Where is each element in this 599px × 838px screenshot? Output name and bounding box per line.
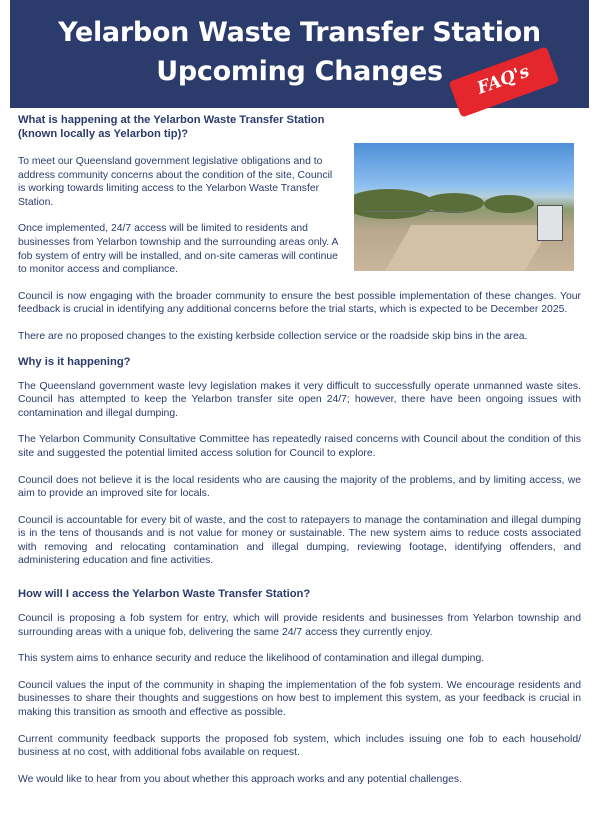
paragraph: We would like to hear from you about whether this approach works and any potential challenges. bbox=[18, 773, 462, 785]
paragraph: The Queensland government waste levy legislation makes it very difficult to successfully operate unmanned waste sites. Council has attempted to keep the Yelarbon transfer site open 24/7; however, there have been ongoing issues with contamination and illegal dumping. bbox=[18, 380, 581, 419]
paragraph: Council is now engaging with the broader community to ensure the best possible implementation of these changes. Your feedback is crucial in identifying any additional concerns before the trial starts, which is expected to be December 2025. bbox=[18, 290, 581, 316]
paragraph: The Yelarbon Community Consultative Committee has repeatedly raised concerns with Council about the condition of this site and suggested the potential limited access solution for Council to explore. bbox=[18, 434, 581, 459]
paragraph: This system aims to enhance security and reduce the likelihood of contamination and illegal dumping. bbox=[18, 653, 485, 665]
paragraph: Council is proposing a fob system for entry, which will provide residents and businesses from Yelarbon township and surrounding areas with a unique fob, delivering the same 24/7 access they currently enjoy. bbox=[18, 613, 581, 638]
page-subtitle: Upcoming Changes bbox=[156, 56, 443, 87]
paragraph: Current community feedback supports the proposed fob system, which includes issuing one fob to each household/ business at no cost, with additional fobs available on request. bbox=[18, 733, 581, 759]
document-body bbox=[18, 113, 581, 786]
roadside-waste-site-photo bbox=[354, 143, 574, 271]
paragraph: There are no proposed changes to the existing kerbside collection service or the roadside skip bins in the area. bbox=[18, 330, 528, 342]
paragraph: Council does not believe it is the local residents who are causing the majority of the problems, and by limiting access, we aim to provide an improved site for locals. bbox=[18, 474, 581, 500]
faq-stamp-label: FAQ's bbox=[474, 61, 533, 99]
paragraph: Council is accountable for every bit of waste, and the cost to ratepayers to manage the contamination and illegal dumping is in the tens of thousands and is not value for money or sustainable. The new system aims to reduce costs associated with removing and relocating contamination and illegal dumping, reviewing footage, identifying offenders, and administering education and fine activities. bbox=[18, 514, 581, 567]
section-heading: What is happening at the Yelarbon Waste Transfer Station (known locally as Yelarbon tip)? bbox=[18, 114, 325, 140]
section-heading: Why is it happening? bbox=[18, 355, 131, 368]
paragraph: To meet our Queensland government legislative obligations and to address community concerns about the condition of the site, Council is working towards limiting access to the Yelarbon Waste Transfer Station. bbox=[18, 156, 333, 208]
paragraph: Once implemented, 24/7 access will be limited to residents and businesses from Yelarbon township and the surrounding areas only. A fob system of entry will be installed, and on-site cameras will continue to monitor access and compliance. bbox=[18, 223, 338, 276]
page-title: Yelarbon Waste Transfer Station bbox=[58, 17, 541, 48]
site-sign-icon bbox=[537, 205, 563, 241]
section-heading: How will I access the Yelarbon Waste Transfer Station? bbox=[18, 588, 311, 601]
paragraph: Council values the input of the community in shaping the implementation of the fob system. We encourage residents and businesses to share their thoughts and suggestions on how best to implement this system, as your feedback is crucial in making this transition as smooth and effective as possible. bbox=[18, 679, 581, 719]
